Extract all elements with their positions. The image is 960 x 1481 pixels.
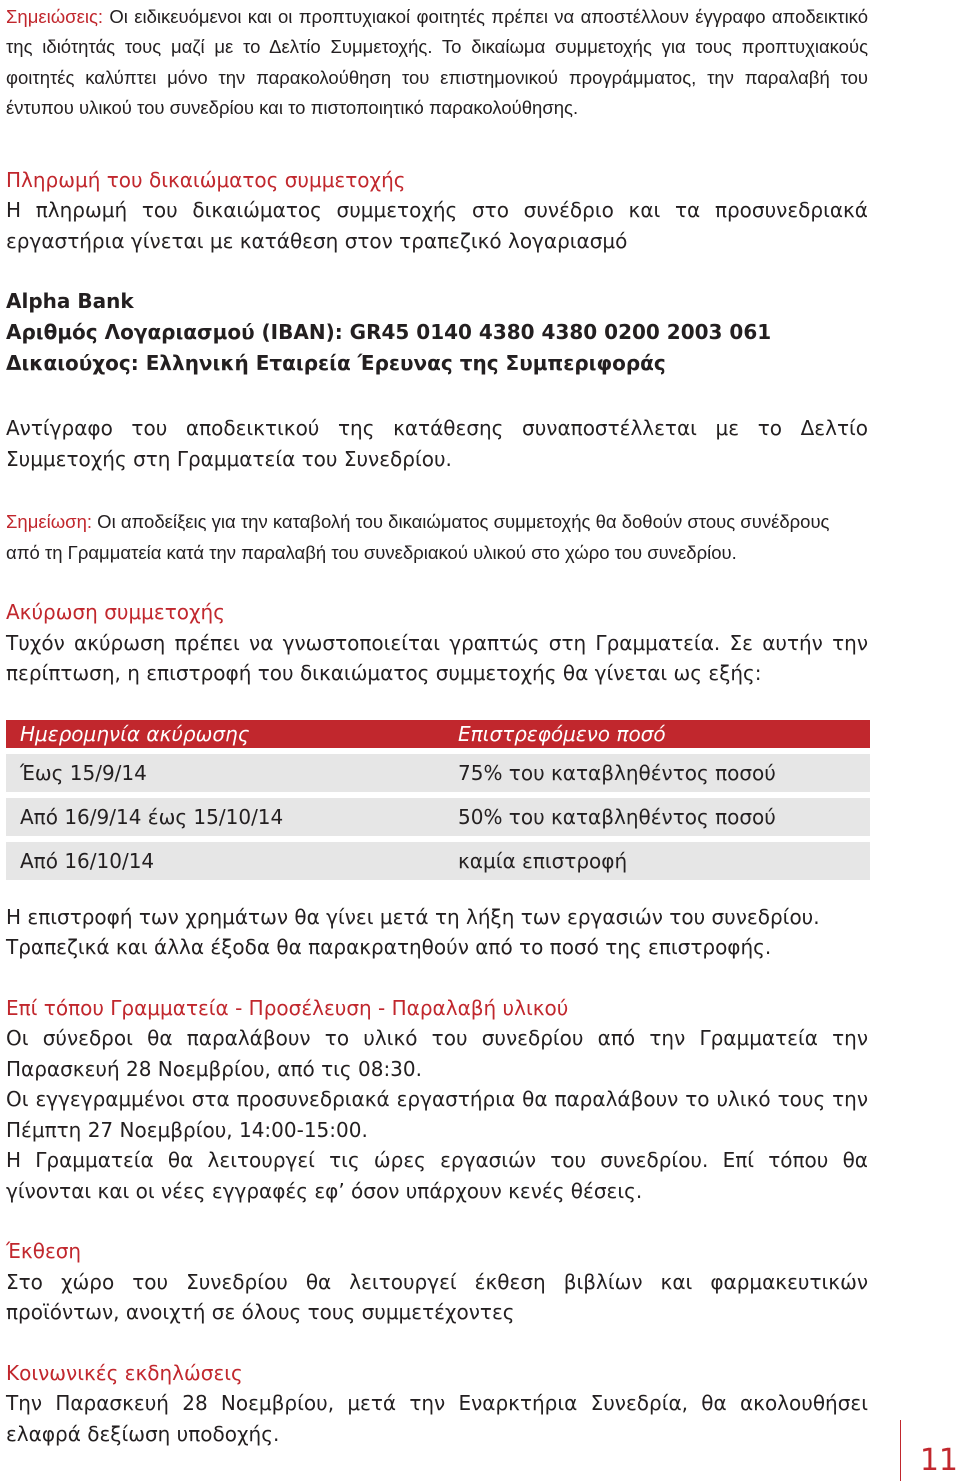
payment-section (6, 165, 868, 569)
refund-table (6, 720, 870, 880)
social-text: Την Παρασκευή 28 Νοεμβρίου, μετά την Εναρκτήρια Συνεδρία, θα ακολουθήσει ελαφρά δεξίωση υποδοχής. (6, 1391, 868, 1446)
payment-text: Η πληρωμή του δικαιώματος συμμετοχής στο συνέδριο και τα προσυνεδριακά εργαστήρια γίνεται με κατάθεση στον τραπεζικό λογαριασμό (6, 198, 868, 253)
refund-note-2: Τραπεζικά και άλλα έξοδα θα παρακρατηθούν από το ποσό της επιστροφής. (6, 935, 772, 960)
header-cancel-date: Ημερομηνία ακύρωσης (6, 720, 444, 748)
notes-label: Σημειώσεις: (6, 6, 104, 27)
social-heading: Κοινωνικές εκδηλώσεις (6, 1360, 243, 1385)
table-cell-refund: καμία επιστροφή (444, 836, 870, 880)
refund-table-header (6, 720, 870, 748)
refund-notes (6, 902, 868, 963)
payment-note-text: Οι αποδείξεις για την καταβολή του δικαιώματος συμμετοχής θα δοθούν στους συνέδρους από τη Γραμματεία κατά την παραλαβή του συνεδριακού υλικού στο χώρο του συνεδρίου. (6, 511, 830, 564)
table-cell-date: Από 16/10/14 (6, 836, 444, 880)
bank-details (6, 286, 868, 379)
onsite-paragraph-1: Οι σύνεδροι θα παραλάβουν το υλικό του συνεδρίου από την Γραμματεία την Παρασκευή 28 Νοεμβρίου, από τις 08:30. (6, 1026, 868, 1081)
document-page (6, 0, 868, 1449)
table-cell-date: Έως 15/9/14 (6, 748, 444, 792)
notes-text: Οι ειδικευόμενοι και οι προπτυχιακοί φοιτητές πρέπει να αποστέλλουν έγγραφο αποδεικτικό της ιδιότητάς τους μαζί με το Δελτίο Συμμετοχής. Το δικαίωμα συμμετοχής για τους προπτυχιακούς φοιτητές καλύπτει μόνο την παρακολούθηση του επιστημονικού προγράμματος, την παραλαβή του έντυπου υλικού του συνεδρίου και το πιστοποιητικό παρακολούθησης. (6, 6, 868, 119)
onsite-section (6, 993, 868, 1207)
notes-paragraph (6, 0, 868, 124)
cancellation-section (6, 597, 868, 963)
exhibition-heading: Έκθεση (6, 1239, 82, 1264)
payment-note (6, 506, 868, 568)
payment-copy-text: Αντίγραφο του αποδεικτικού της κατάθεσης συναποστέλλεται με το Δελτίο Συμμετοχής στη Γραμματεία του Συνεδρίου. (6, 416, 868, 471)
bank-name: Alpha Bank (6, 289, 134, 314)
refund-note-1: Η επιστροφή των χρημάτων θα γίνει μετά τη λήξη των εργασιών του συνεδρίου. (6, 904, 820, 929)
page-number-rule (900, 1420, 901, 1481)
cancellation-text: Τυχόν ακύρωση πρέπει να γνωστοποιείται γραπτώς στη Γραμματεία. Σε αυτήν την περίπτωση, η επιστροφή του δικαιώματος συμμετοχής θα γίνεται ως εξής: (6, 630, 868, 686)
onsite-heading: Επί τόπου Γραμματεία - Προσέλευση - Παραλαβή υλικού (6, 995, 569, 1020)
payment-note-label: Σημείωση: (6, 511, 93, 533)
onsite-paragraph-2: Οι εγγεγραμμένοι στα προσυνεδριακά εργαστήρια θα παραλάβουν το υλικό τους την Πέμπτη 27 Νοεμβρίου, 14:00-15:00. (6, 1087, 868, 1142)
onsite-paragraph-3: Η Γραμματεία θα λειτουργεί τις ώρες εργασιών του συνεδρίου. Επί τόπου θα γίνονται και οι νέες εγγραφές εφ’ όσον υπάρχουν κενές θέσεις. (6, 1148, 868, 1203)
bank-holder: Δικαιούχος: Ελληνική Εταιρεία Έρευνας της Συμπεριφοράς (6, 351, 666, 376)
bank-iban: Αριθμός Λογαριασμού (IBAN): GR45 0140 4380 4380 0200 2003 061 (6, 320, 772, 345)
table-row (6, 792, 870, 836)
page-number: 11 (919, 1443, 958, 1478)
social-section (6, 1358, 868, 1450)
header-refund-amount: Επιστρεφόμενο ποσό (444, 720, 870, 748)
table-row (6, 748, 870, 792)
exhibition-section (6, 1236, 868, 1328)
table-cell-refund: 50% του καταβληθέντος ποσού (444, 792, 870, 836)
cancellation-heading: Ακύρωση συμμετοχής (6, 600, 225, 625)
table-cell-refund: 75% του καταβληθέντος ποσού (444, 748, 870, 792)
table-cell-date: Από 16/9/14 έως 15/10/14 (6, 792, 444, 836)
exhibition-text: Στο χώρο του Συνεδρίου θα λειτουργεί έκθεση βιβλίων και φαρμακευτικών προϊόντων, ανοιχτή σε όλους τους συμμετέχοντες (6, 1269, 868, 1325)
table-row (6, 836, 870, 880)
payment-heading: Πληρωμή του δικαιώματος συμμετοχής (6, 167, 406, 192)
